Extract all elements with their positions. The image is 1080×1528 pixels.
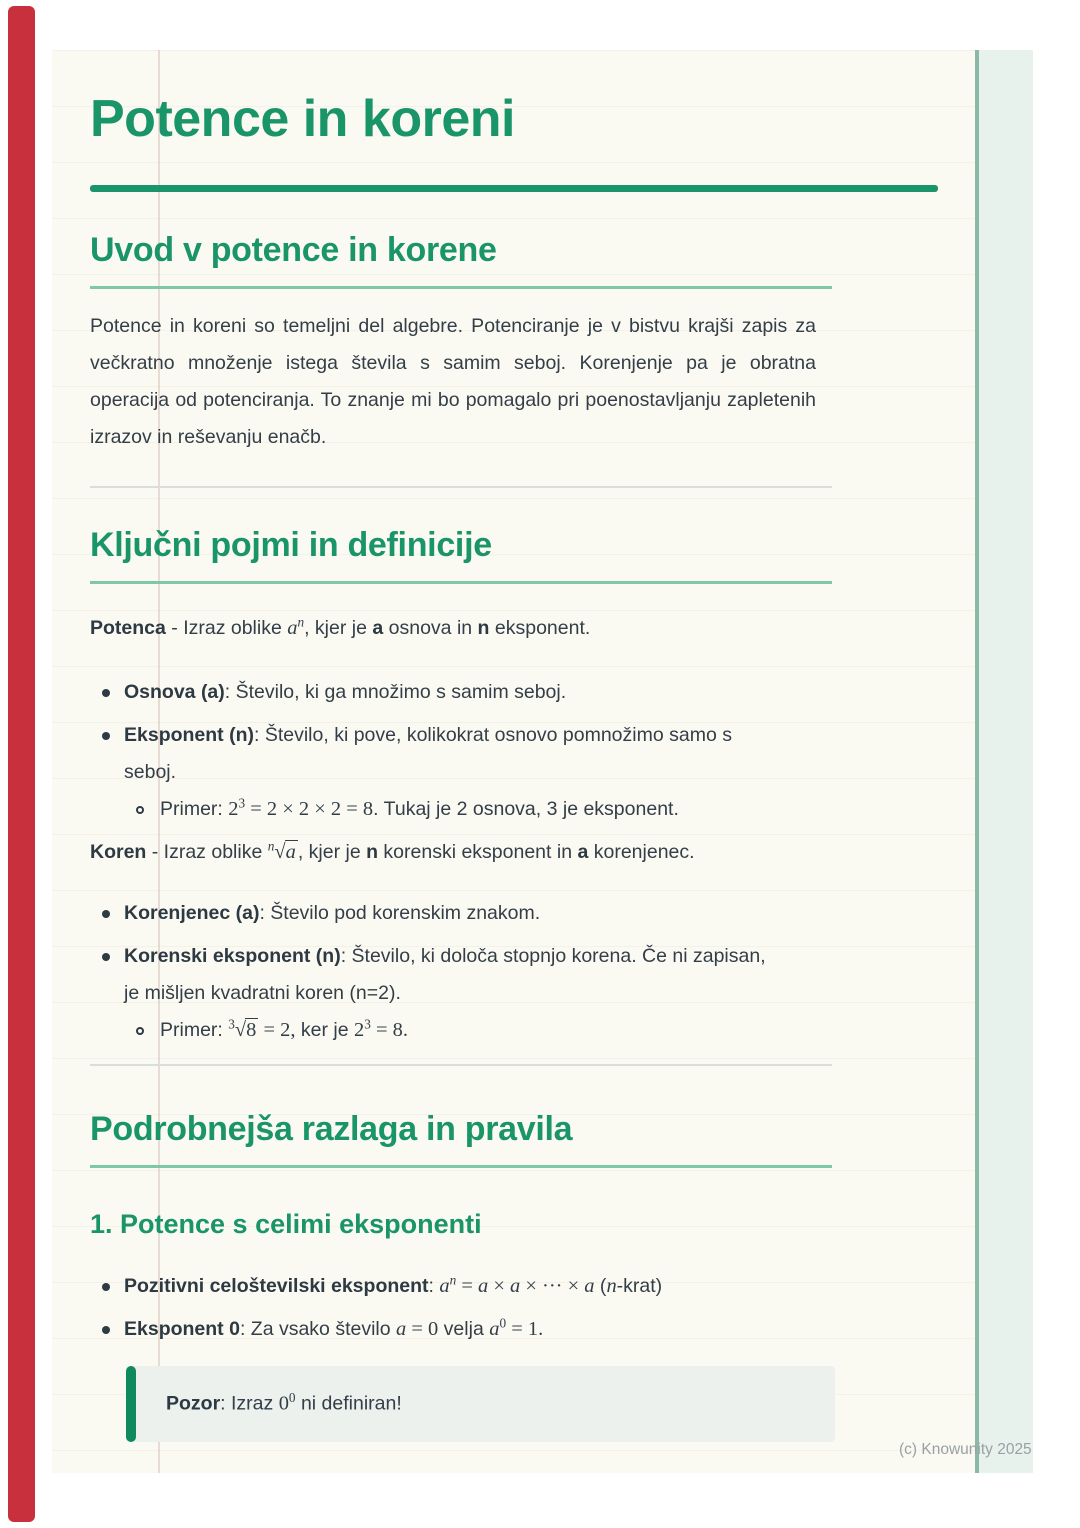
subsection-heading: 1. Potence s celimi eksponenti	[90, 1209, 482, 1239]
section-heading-pravila: Podrobnejša razlaga in pravila	[90, 1107, 832, 1168]
list-item: Osnova (a): Število, ki ga množimo s samim seboj.	[90, 674, 832, 711]
definition-potenca: Potenca - Izraz oblike $a^n$, kjer je a osnova in n eksponent.	[90, 614, 591, 639]
section-heading-uvod: Uvod v potence in korene	[90, 228, 832, 289]
horizontal-divider	[90, 486, 832, 488]
list-item-example: Primer: $^3$√8 = 2, ker je $2^3 = 8$.	[90, 1012, 832, 1049]
potenca-sublist	[90, 791, 832, 828]
list-item: Korenski eksponent (n): Število, ki določa stopnjo korena. Če ni zapisan, je mišljen kvadratni koren (n=2).	[90, 938, 784, 1012]
list-item: Eksponent (n): Število, ki pove, kolikokrat osnovo pomnožimo samo s seboj.	[90, 717, 754, 791]
section-heading-kljucni: Ključni pojmi in definicije	[90, 523, 832, 584]
list-item: Pozitivni celoštevilski eksponent: $a^n = a \times a$ × ··· × a (n-krat)	[90, 1268, 832, 1305]
horizontal-divider	[90, 1064, 832, 1066]
intro-paragraph: Potence in koreni so temeljni del algebre. Potenciranje je v bistvu krajši zapis za večkratno množenje istega števila s samim seboj. Korenjenje pa je obratna operacija od potenciranja. To znanje mi bo pomagalo pri poenostavljanju zapletenih izrazov in reševanju enačb.	[90, 315, 816, 448]
list-item: Korenjenec (a): Število pod korenskim znakom.	[90, 895, 832, 932]
notes-page	[52, 50, 1033, 1473]
callout-text: Pozor: Izraz $0^0$ ni definiran!	[166, 1390, 402, 1415]
title-underline-bar	[90, 185, 938, 192]
pravila-list	[90, 1268, 832, 1354]
potenca-list	[90, 674, 832, 834]
right-margin-strip	[975, 50, 1033, 1473]
copyright-note: (c) Knowunity 2025	[899, 1441, 1032, 1458]
warning-callout	[126, 1366, 835, 1442]
list-item-example: Primer: $2^3 = 2 \times 2 \times 2 = 8$. Tukaj je 2 osnova, 3 je eksponent.	[90, 791, 832, 828]
red-bookmark-strip	[8, 6, 35, 1522]
list-item: Eksponent 0: Za vsako število a = 0 velja $a^0 = 1$.	[90, 1311, 832, 1348]
koren-sublist	[90, 1012, 832, 1049]
koren-list	[90, 895, 832, 1055]
page-title: Potence in koreni	[90, 90, 515, 148]
callout-accent-bar	[126, 1366, 136, 1442]
definition-koren: Koren - Izraz oblike $^n$√a , kjer je n korenski eksponent in a korenjenec.	[90, 838, 695, 863]
